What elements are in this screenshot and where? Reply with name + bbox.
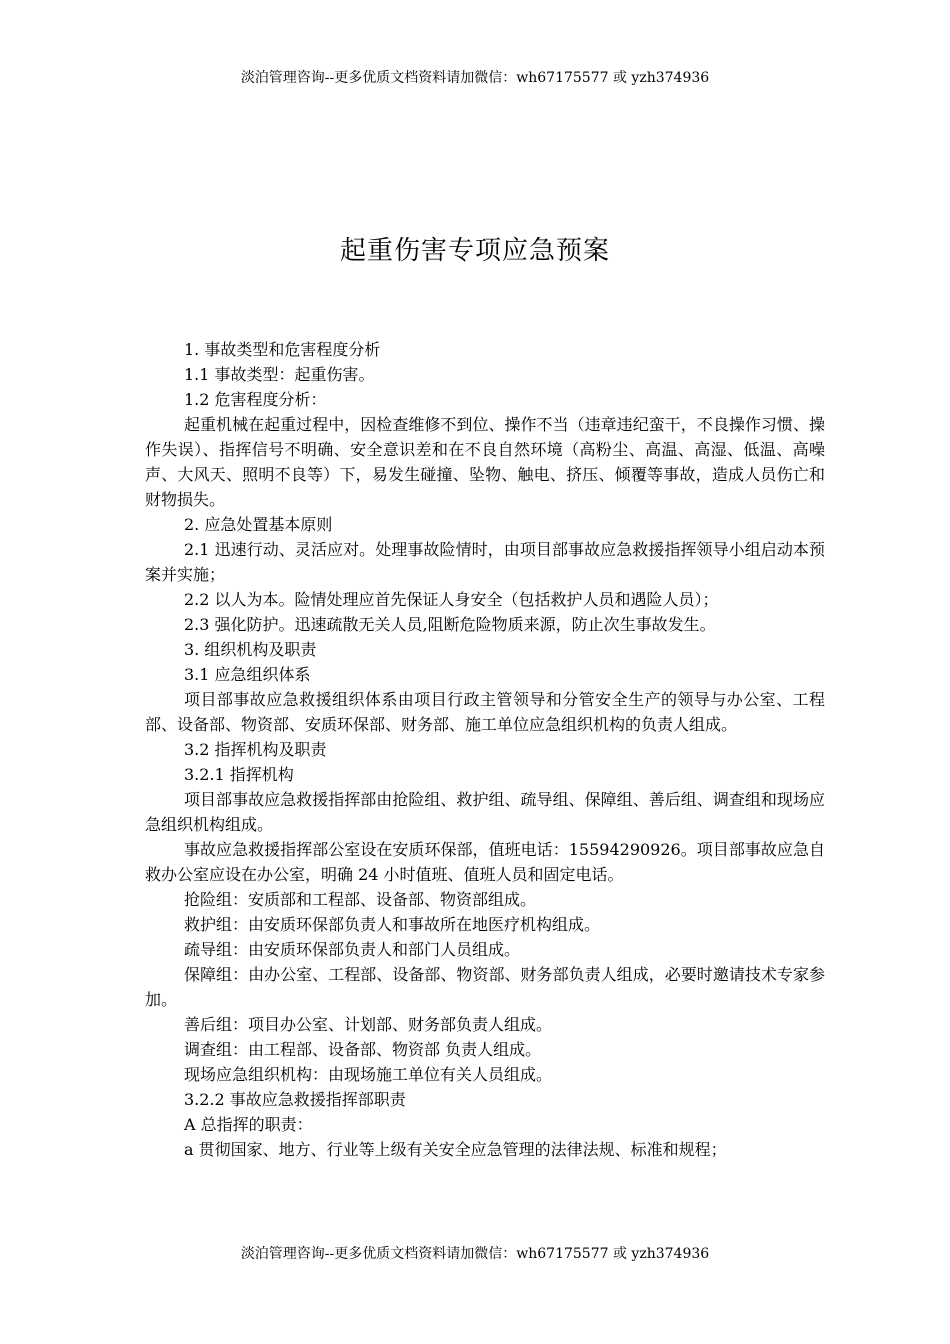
page-header: 淡泊管理咨询--更多优质文档资料请加微信：wh67175577 或 yzh374936 — [240, 70, 710, 86]
commander-duty-a: a 贯彻国家、地方、行业等上级有关安全应急管理的法律法规、标准和规程； — [184, 1140, 727, 1159]
onsite-organization-line: 现场应急组织机构：由现场施工单位有关人员组成。 — [184, 1065, 553, 1084]
medical-team-line: 救护组：由安质环保部负责人和事故所在地医疗机构组成。 — [184, 915, 601, 934]
principle-2-2: 2.2 以人为本。险情处理应首先保证人身安全（包括救护人员和遇险人员）； — [184, 590, 719, 609]
document-body — [145, 337, 825, 1162]
investigation-team-line: 调查组：由工程部、设备部、物资部 负责人组成。 — [184, 1040, 542, 1059]
commander-duties-heading: A 总指挥的职责： — [184, 1115, 313, 1134]
page-footer: 淡泊管理咨询--更多优质文档资料请加微信：wh67175577 或 yzh374936 — [240, 1246, 710, 1262]
subsection-1-2: 1.2 危害程度分析： — [184, 390, 327, 409]
aftermath-team-line: 善后组：项目办公室、计划部、财务部负责人组成。 — [184, 1015, 553, 1034]
rescue-team-line: 抢险组：安质部和工程部、设备部、物资部组成。 — [184, 890, 537, 909]
subsection-3-2-1: 3.2.1 指挥机构 — [184, 765, 294, 784]
principle-2-1: 2.1 迅速行动、灵活应对。处理事故险情时，由项目部事故应急救援指挥领导小组启动本预案并实施； — [145, 540, 825, 584]
support-team-line: 保障组：由办公室、工程部、设备部、物资部、财务部负责人组成，必要时邀请技术专家参加。 — [145, 965, 825, 1009]
section-heading-2: 2. 应急处置基本原则 — [184, 515, 333, 534]
organization-system-paragraph: 项目部事故应急救援组织体系由项目行政主管领导和分管安全生产的领导与办公室、工程部、设备部、物资部、安质环保部、财务部、施工单位应急组织机构的负责人组成。 — [145, 690, 825, 734]
subsection-3-1: 3.1 应急组织体系 — [184, 665, 311, 684]
section-heading-1: 1. 事故类型和危害程度分析 — [184, 340, 381, 359]
subsection-1-1: 1.1 事故类型：起重伤害。 — [184, 365, 375, 384]
subsection-3-2: 3.2 指挥机构及职责 — [184, 740, 327, 759]
evacuation-team-line: 疏导组：由安质环保部负责人和部门人员组成。 — [184, 940, 521, 959]
duty-office-paragraph: 事故应急救援指挥部公室设在安质环保部，值班电话：15594290926。项目部事故应急自救办公室应设在办公室，明确 24 小时值班、值班人员和固定电话。 — [145, 840, 825, 884]
section-heading-3: 3. 组织机构及职责 — [184, 640, 317, 659]
command-structure-paragraph: 项目部事故应急救援指挥部由抢险组、救护组、疏导组、保障组、善后组、调查组和现场应急组织机构组成。 — [145, 790, 825, 834]
subsection-3-2-2: 3.2.2 事故应急救援指挥部职责 — [184, 1090, 406, 1109]
document-title: 起重伤害专项应急预案 — [339, 236, 610, 266]
hazard-analysis-paragraph: 起重机械在起重过程中，因检查维修不到位、操作不当（违章违纪蛮干，不良操作习惯、操作失误）、指挥信号不明确、安全意识差和在不良自然环境（高粉尘、高温、高湿、低温、高噪声、大风天、照明不良等）下，易发生碰撞、坠物、触电、挤压、倾覆等事故，造成人员伤亡和财物损失。 — [145, 415, 825, 509]
principle-2-3: 2.3 强化防护。迅速疏散无关人员,阻断危险物质来源，防止次生事故发生。 — [184, 615, 716, 634]
